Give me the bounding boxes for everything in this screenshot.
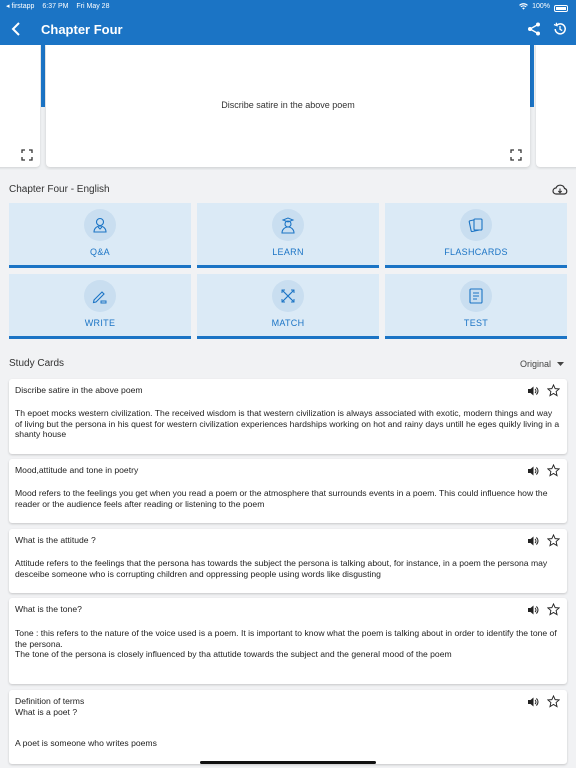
card-term: What is the tone?	[15, 604, 82, 614]
history-icon	[553, 22, 567, 36]
share-button[interactable]	[524, 19, 544, 39]
card-definition: Th epoet mocks western civilization. The received wisdom is that western civilization is always associated with exotic, modern things and way of living but the persona in his quest for western civilization experiences hardships working on hot and rainy days untill he eges quikly living in a shanty house	[15, 408, 560, 440]
caret-down-icon	[557, 362, 564, 367]
study-cards-title: Study Cards	[9, 358, 65, 369]
card-term: What is the attitude ?	[15, 535, 96, 545]
sort-label: Original	[519, 359, 551, 369]
star-icon[interactable]	[547, 603, 560, 616]
history-button[interactable]	[550, 19, 570, 39]
next-card[interactable]	[536, 45, 576, 167]
card-definition: A poet is someone who writes poems	[15, 738, 157, 748]
card-definition: Tone : this refers to the nature of the voice used is a poem. It is important to know what the poem is talking about in order to identify the tone of the persona. The tone of the persona is closely influenced by tha attutide towards the subject and the general mood of the poem	[15, 628, 557, 660]
cloud-download-icon[interactable]	[552, 183, 568, 197]
study-card[interactable]	[9, 379, 567, 454]
card-definition: Attitude refers to the feelings that the persona has towards the subject the persona is talking about, for instance, in a poem the persona may desceibe someone who is corrupting children and oppressing people using words like disgusting	[15, 558, 548, 579]
study-card[interactable]	[9, 529, 567, 593]
flashcard-carousel[interactable]	[0, 45, 576, 170]
share-icon	[527, 22, 541, 36]
student-icon	[272, 209, 304, 241]
star-icon[interactable]	[547, 695, 560, 708]
card-accent-right	[530, 45, 534, 107]
person-icon	[84, 209, 116, 241]
card-accent-left	[41, 45, 45, 107]
card-definition: Mood refers to the feelings you get when you read a poem or the atmosphere that surrounds events in a poem. This could influence how the reader or the audience feels after reading or listening to the poem	[15, 488, 548, 509]
navigation-bar	[0, 13, 576, 45]
speaker-icon[interactable]	[527, 604, 539, 616]
mode-label: Q&A	[90, 247, 110, 257]
mode-label: FLASHCARDS	[444, 247, 508, 257]
expand-icon[interactable]	[510, 149, 522, 161]
previous-card[interactable]	[0, 45, 40, 167]
study-card[interactable]	[9, 598, 567, 684]
study-card[interactable]	[9, 459, 567, 523]
star-icon[interactable]	[547, 464, 560, 477]
speaker-icon[interactable]	[527, 535, 539, 547]
back-button[interactable]	[6, 19, 26, 39]
current-flashcard[interactable]	[46, 45, 530, 167]
expand-icon[interactable]	[21, 149, 33, 161]
mode-label: WRITE	[84, 318, 116, 328]
card-term: Definition of terms What is a poet ?	[15, 696, 85, 717]
wifi-icon	[519, 3, 528, 10]
top-bar	[0, 0, 576, 45]
mode-label: LEARN	[272, 247, 304, 257]
home-indicator[interactable]	[200, 761, 376, 764]
card-term: Discribe satire in the above poem	[15, 385, 143, 395]
status-date: Fri May 28	[76, 3, 110, 10]
mode-match[interactable]	[197, 274, 379, 339]
status-time: 6:37 PM	[42, 3, 69, 10]
mode-label: MATCH	[271, 318, 305, 328]
mode-learn[interactable]	[197, 203, 379, 268]
speaker-icon[interactable]	[527, 696, 539, 708]
deck-title: Chapter Four - English	[9, 184, 110, 195]
speaker-icon[interactable]	[527, 465, 539, 477]
mode-label: TEST	[463, 318, 489, 328]
page-title: Chapter Four	[41, 22, 123, 37]
test-icon	[460, 280, 492, 312]
star-icon[interactable]	[547, 534, 560, 547]
flashcard-question: Discribe satire in the above poem	[221, 100, 355, 110]
chevron-left-icon	[11, 22, 21, 36]
battery-percent: 100%	[532, 3, 550, 10]
match-icon	[272, 280, 304, 312]
star-icon[interactable]	[547, 384, 560, 397]
battery-icon	[554, 5, 568, 12]
mode-flashcards[interactable]	[385, 203, 567, 268]
speaker-icon[interactable]	[527, 385, 539, 397]
mode-test[interactable]	[385, 274, 567, 339]
card-term: Mood,attitude and tone in poetry	[15, 465, 139, 475]
study-card[interactable]	[9, 690, 567, 764]
mode-write[interactable]	[9, 274, 191, 339]
carrier-label: ◂ firstapp	[6, 3, 35, 10]
cards-icon	[460, 209, 492, 241]
status-bar	[0, 0, 576, 13]
pen-icon	[84, 280, 116, 312]
mode-qa[interactable]	[9, 203, 191, 268]
sort-dropdown[interactable]	[520, 359, 564, 369]
